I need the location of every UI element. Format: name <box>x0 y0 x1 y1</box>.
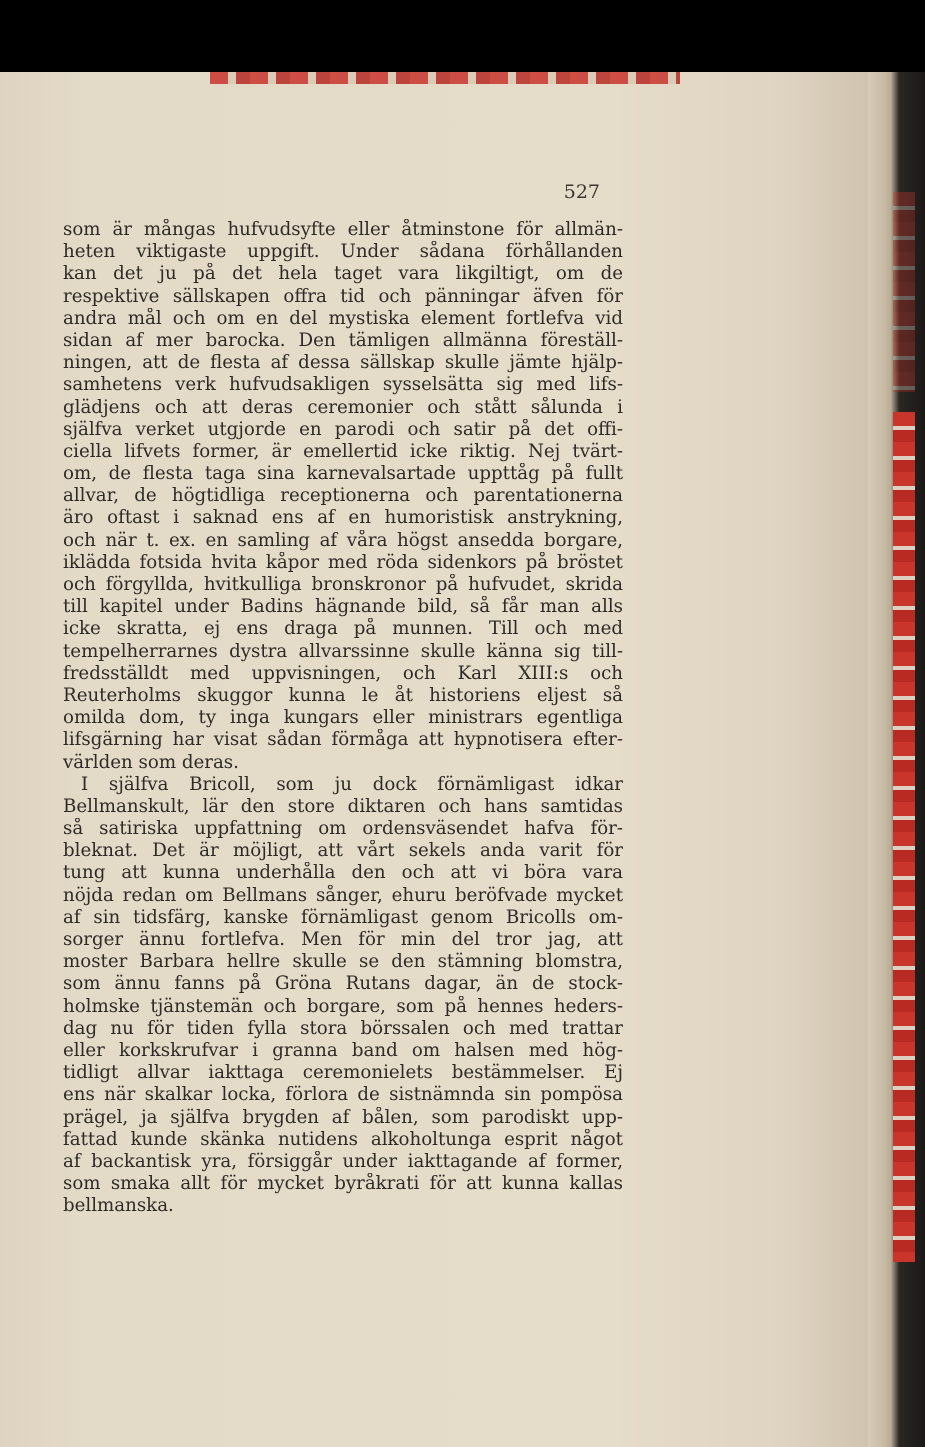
text-line: moster Barbara hellre skulle se den stämning blomstra, <box>63 951 623 973</box>
text-line: som ännu fanns på Gröna Rutans dagar, än de stock- <box>63 973 623 995</box>
text-line: respektive sällskapen offra tid och pänningar äfven för <box>63 285 623 307</box>
book-fore-edge <box>868 72 925 1447</box>
text-line: glädjens och att deras ceremonier och stått sålunda i <box>63 396 623 418</box>
text-line: omilda dom, ty inga kungars eller ministrars egentliga <box>63 707 623 729</box>
text-line: lifsgärning har visat sådan förmåga att hypnotisera efter- <box>63 729 623 751</box>
text-line: kan det ju på det hela taget vara likgiltigt, om de <box>63 263 623 285</box>
text-line: och när t. ex. en samling af våra högst ansedda borgare, <box>63 529 623 551</box>
text-line: af backantisk yra, försiggår under iakttagande af former, <box>63 1150 623 1172</box>
text-line: dag nu för tiden fylla stora börssalen och med trattar <box>63 1017 623 1039</box>
text-line: Reuterholms skuggor kunna le åt historiens eljest så <box>63 684 623 706</box>
text-line: prägel, ja själfva brygden af bålen, som parodiskt upp- <box>63 1106 623 1128</box>
page-number: 527 <box>563 181 600 203</box>
text-line: fredsställdt med uppvisningen, och Karl XIII:s och <box>63 662 623 684</box>
text-line: bleknat. Det är möjligt, att vårt sekels anda varit för <box>63 840 623 862</box>
red-edge-band <box>893 412 915 1262</box>
text-line: Bellmanskult, lär den store diktaren och hans samtidas <box>63 795 623 817</box>
text-line: heten viktigaste uppgift. Under sådana förhållanden <box>63 241 623 263</box>
text-line: samhetens verk hufvudsakligen sysselsätta sig med lifs- <box>63 374 623 396</box>
text-line: fattad kunde skänka nutidens alkoholtunga esprit något <box>63 1128 623 1150</box>
text-line: nöjda redan om Bellmans sånger, ehuru beröfvade mycket <box>63 884 623 906</box>
red-edge-band-upper <box>893 192 915 392</box>
text-line: holmske tjänstemän och borgare, som på hennes heders- <box>63 995 623 1017</box>
text-line: iklädda fotsida hvita kåpor med röda sidenkors på bröstet <box>63 551 623 573</box>
text-line: bellmanska. <box>63 1195 174 1217</box>
text-line: allvar, de högtidliga receptionerna och parentationerna <box>63 485 623 507</box>
text-line: tempelherrarnes dystra allvarssinne skulle känna sig till- <box>63 640 623 662</box>
text-line: icke skratta, ej ens draga på munnen. Till och med <box>63 618 623 640</box>
text-line: tung att kunna underhålla den och att vi böra vara <box>63 862 623 884</box>
text-line: eller korkskrufvar i granna band om halsen med hög- <box>63 1039 623 1061</box>
text-line: tidligt allvar iakttaga ceremonielets bestämmelser. Ej <box>63 1062 623 1084</box>
text-line: så satiriska uppfattning om ordensväsendet hafva för- <box>63 818 623 840</box>
text-line: ciella lifvets former, är emellertid icke riktig. Nej tvärt- <box>63 440 623 462</box>
text-line: andra mål och om en del mystiska element fortlefva vid <box>63 307 623 329</box>
text-line: ens när skalkar locka, förlora de sistnämnda sin pompösa <box>63 1084 623 1106</box>
text-line: världen som deras. <box>63 751 239 773</box>
body-text <box>63 219 623 1217</box>
text-line: själfva verket utgjorde en parodi och satir på det offi- <box>63 418 623 440</box>
page-top-edge <box>210 72 680 84</box>
text-line: och förgyllda, hvitkulliga bronskronor på hufvudet, skrida <box>63 574 623 595</box>
text-line: om, de flesta taga sina karnevalsartade uppttåg på fullt <box>63 463 623 485</box>
text-line: af sin tidsfärg, kanske förnämligast genom Bricolls om- <box>63 906 623 928</box>
text-line: ningen, att de flesta af dessa sällskap skulle jämte hjälp- <box>63 352 623 374</box>
text-line: till kapitel under Badins hägnande bild, så får man alls <box>63 596 623 618</box>
text-line: I själfva Bricoll, som ju dock förnämligast idkar <box>81 773 623 795</box>
text-line: sidan af mer barocka. Den tämligen allmänna föreställ- <box>63 329 623 351</box>
text-line: äro oftast i saknad ens af en humoristisk anstrykning, <box>63 507 623 529</box>
text-line: som smaka allt för mycket byråkrati för att kunna kallas <box>63 1173 623 1195</box>
text-line: som är mångas hufvudsyfte eller åtminstone för allmän- <box>63 219 623 240</box>
text-line: sorger ännu fortlefva. Men för min del tror jag, att <box>63 929 623 950</box>
